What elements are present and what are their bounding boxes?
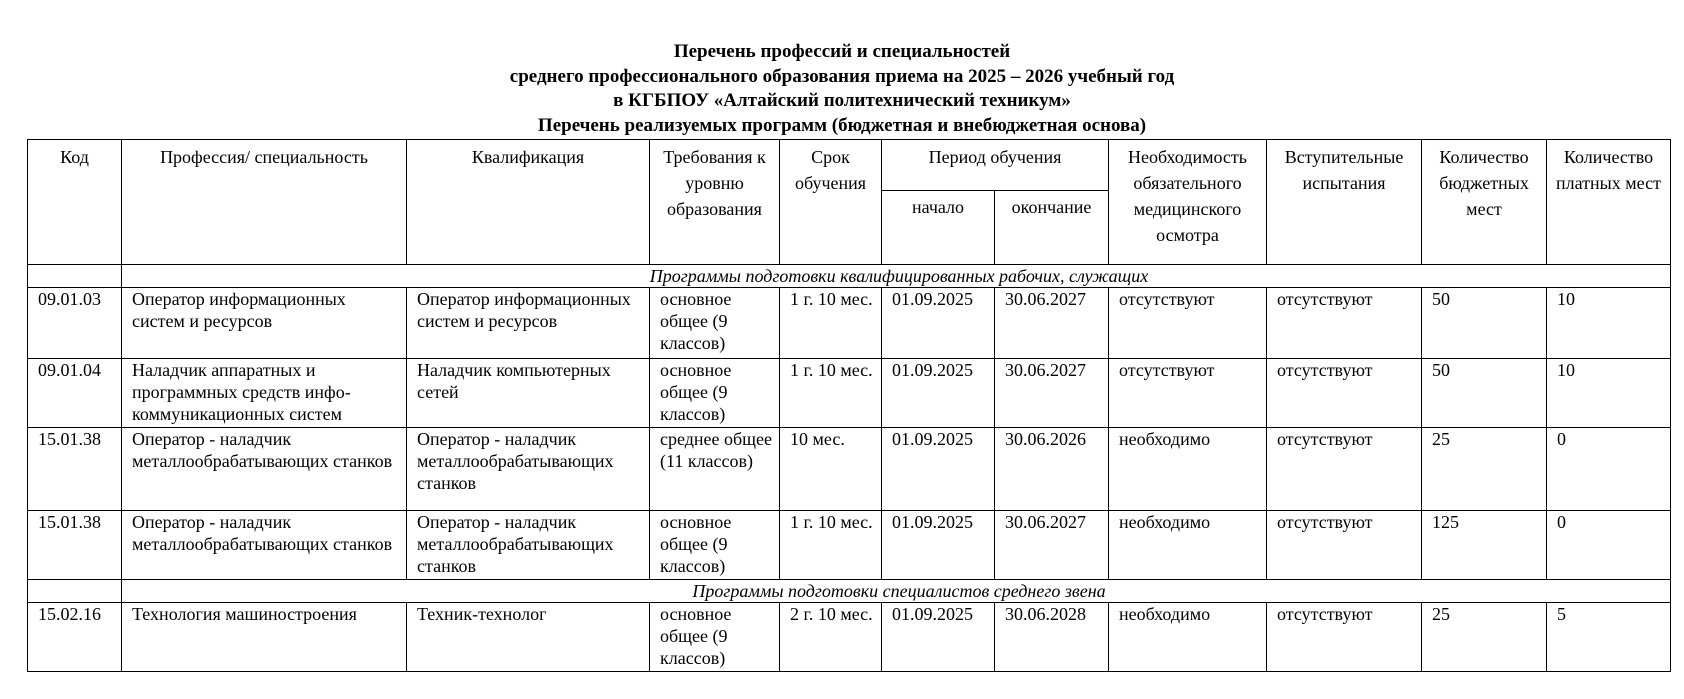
- cell-end: 30.06.2027: [995, 511, 1109, 580]
- cell-qualification: Оператор информационных систем и ресурсов: [407, 288, 650, 359]
- cell-paid: 10: [1547, 359, 1671, 428]
- cell-duration: 10 мес.: [780, 428, 882, 511]
- cell-start: 01.09.2025: [882, 603, 995, 672]
- cell-end: 30.06.2027: [995, 288, 1109, 359]
- cell-medical: необходимо: [1109, 428, 1267, 511]
- title-line-2: среднего профессионального образования приема на 2025 – 2026 учебный год: [509, 65, 1175, 87]
- cell-medical: отсутствуют: [1109, 288, 1267, 359]
- document-title: [0, 40, 1684, 138]
- header-row: [28, 140, 1671, 191]
- title-line-3: в КГБПОУ «Алтайский политехнический техникум»: [613, 90, 1071, 111]
- cell-requirements: среднее общее (11 классов): [650, 428, 780, 511]
- cell-medical: необходимо: [1109, 511, 1267, 580]
- cell-profession: Оператор - наладчик металлообрабатывающих станков: [122, 511, 407, 580]
- header-qualification: Квалификация: [407, 140, 650, 265]
- table-row: [28, 511, 1671, 580]
- cell-end: 30.06.2028: [995, 603, 1109, 672]
- cell-duration: 1 г. 10 мес.: [780, 511, 882, 580]
- cell-medical: необходимо: [1109, 603, 1267, 672]
- cell-paid: 0: [1547, 428, 1671, 511]
- cell-budget: 25: [1422, 428, 1547, 511]
- cell-start: 01.09.2025: [882, 511, 995, 580]
- cell-budget: 125: [1422, 511, 1547, 580]
- cell-code: 15.02.16: [28, 603, 122, 672]
- cell-code: 09.01.04: [28, 359, 122, 428]
- table-row: [28, 603, 1671, 672]
- header-requirements: Требования к уровню образования: [650, 140, 780, 265]
- cell-profession: Наладчик аппаратных и программных средств инфо-коммуникационных систем: [122, 359, 407, 428]
- cell-requirements: основное общее (9 классов): [650, 603, 780, 672]
- cell-duration: 1 г. 10 мес.: [780, 288, 882, 359]
- cell-requirements: основное общее (9 классов): [650, 288, 780, 359]
- table-row: [28, 288, 1671, 359]
- cell-paid: 5: [1547, 603, 1671, 672]
- cell-code: 09.01.03: [28, 288, 122, 359]
- header-duration: Срок обучения: [780, 140, 882, 265]
- title-line-1: Перечень профессий и специальностей: [673, 41, 1011, 62]
- header-paid: Количество платных мест: [1547, 140, 1671, 265]
- cell-exams: отсутствуют: [1267, 288, 1422, 359]
- cell-requirements: основное общее (9 классов): [650, 511, 780, 580]
- programs-table: [27, 139, 1671, 672]
- header-period: Период обучения: [882, 140, 1109, 191]
- cell-duration: 2 г. 10 мес.: [780, 603, 882, 672]
- cell-code: 15.01.38: [28, 511, 122, 580]
- header-budget: Количество бюджетных мест: [1422, 140, 1547, 265]
- cell-exams: отсутствуют: [1267, 428, 1422, 511]
- cell-qualification: Оператор - наладчик металлообрабатывающих станков: [407, 511, 650, 580]
- section-row-workers: [28, 265, 1671, 288]
- cell-exams: отсутствуют: [1267, 603, 1422, 672]
- table-row: [28, 359, 1671, 428]
- cell-qualification: Техник-технолог: [407, 603, 650, 672]
- table-row: [28, 428, 1671, 511]
- cell-budget: 25: [1422, 603, 1547, 672]
- cell-requirements: основное общее (9 классов): [650, 359, 780, 428]
- cell-medical: отсутствуют: [1109, 359, 1267, 428]
- cell-exams: отсутствуют: [1267, 511, 1422, 580]
- cell-start: 01.09.2025: [882, 288, 995, 359]
- cell-start: 01.09.2025: [882, 359, 995, 428]
- cell-profession: Оператор информационных систем и ресурсов: [122, 288, 407, 359]
- title-line-4: Перечень реализуемых программ (бюджетная и внебюджетная основа): [537, 114, 1147, 136]
- header-start: начало: [882, 191, 995, 265]
- cell-start: 01.09.2025: [882, 428, 995, 511]
- header-medical: Необходимость обязательного медицинского осмотра: [1109, 140, 1267, 265]
- cell-profession: Технология машиностроения: [122, 603, 407, 672]
- header-end: окончание: [995, 191, 1109, 265]
- section-code-cell: [28, 265, 122, 288]
- section-title-workers: Программы подготовки квалифицированных рабочих, служащих: [122, 265, 1671, 288]
- section-title-specialists: Программы подготовки специалистов среднего звена: [122, 580, 1671, 603]
- section-code-cell: [28, 580, 122, 603]
- cell-code: 15.01.38: [28, 428, 122, 511]
- header-exams: Вступительные испытания: [1267, 140, 1422, 265]
- cell-profession: Оператор - наладчик металлообрабатывающих станков: [122, 428, 407, 511]
- cell-budget: 50: [1422, 359, 1547, 428]
- header-code: Код: [28, 140, 122, 265]
- header-profession: Профессия/ специальность: [122, 140, 407, 265]
- cell-paid: 0: [1547, 511, 1671, 580]
- cell-end: 30.06.2027: [995, 359, 1109, 428]
- cell-paid: 10: [1547, 288, 1671, 359]
- cell-exams: отсутствуют: [1267, 359, 1422, 428]
- cell-qualification: Оператор - наладчик металлообрабатывающих станков: [407, 428, 650, 511]
- cell-qualification: Наладчик компьютерных сетей: [407, 359, 650, 428]
- cell-budget: 50: [1422, 288, 1547, 359]
- section-row-specialists: [28, 580, 1671, 603]
- cell-duration: 1 г. 10 мес.: [780, 359, 882, 428]
- cell-end: 30.06.2026: [995, 428, 1109, 511]
